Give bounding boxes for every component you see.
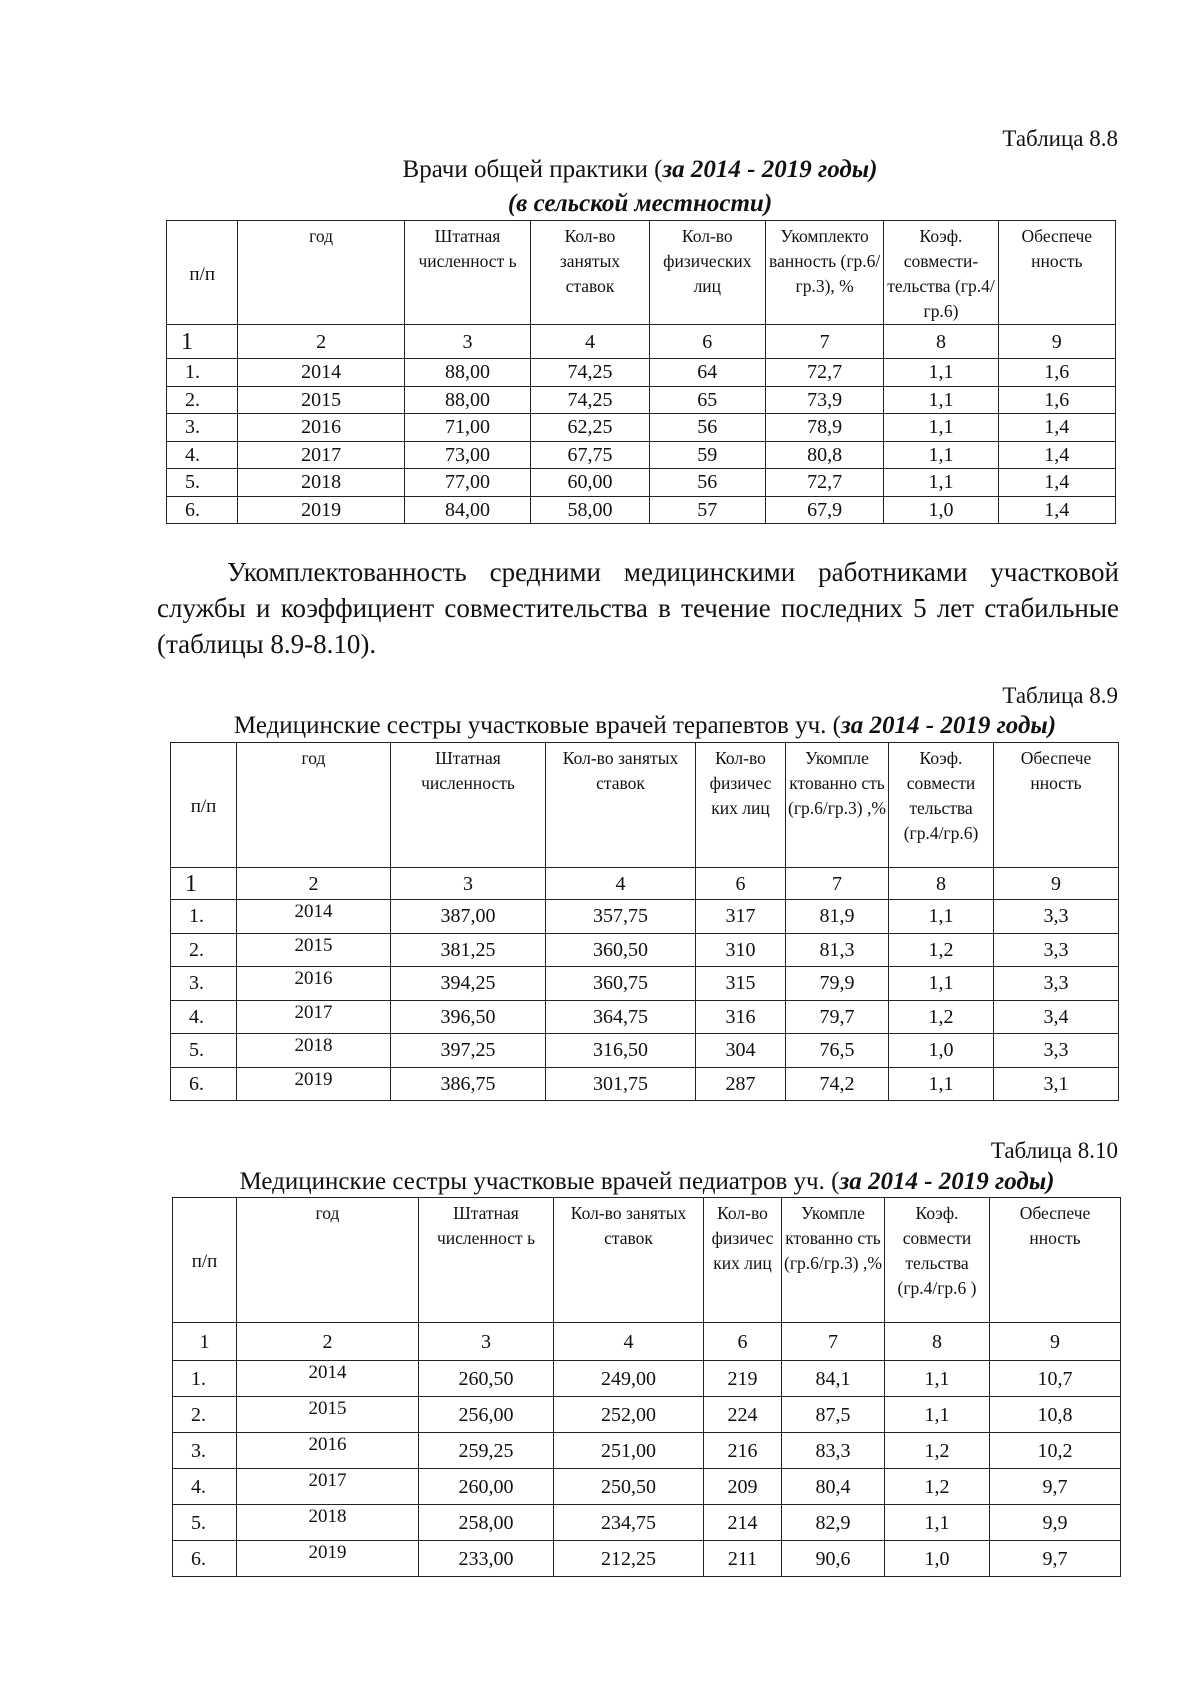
staffing-level-cell: 81,3	[786, 933, 889, 967]
staff-count-cell: 88,00	[404, 386, 531, 414]
header-row-number: п/п	[167, 221, 238, 325]
year-cell: 2014	[237, 1361, 419, 1397]
table-8-9	[170, 742, 1119, 1101]
row-number-cell: 2.	[171, 933, 237, 967]
column-index-cell: 3	[404, 325, 531, 359]
row-number-cell: 2.	[167, 386, 238, 414]
provision-cell: 3,3	[994, 1034, 1119, 1068]
table-row	[167, 359, 1116, 387]
occupied-rates-cell: 357,75	[546, 900, 696, 934]
staffing-level-cell: 84,1	[782, 1361, 885, 1397]
staff-count-cell: 259,25	[419, 1433, 554, 1469]
combination-coef-cell: 1,0	[885, 1541, 990, 1577]
column-index-cell: 8	[889, 868, 994, 900]
table-row	[167, 496, 1116, 524]
header-provision: Обеспече нность	[994, 743, 1119, 868]
staffing-level-cell: 79,7	[786, 1000, 889, 1034]
table-8-8-title-main: Врачи общей практики (	[402, 156, 663, 183]
physical-persons-cell: 64	[649, 359, 765, 387]
header-staff-count: Штатная численност ь	[419, 1198, 554, 1323]
column-index-cell: 4	[546, 868, 696, 900]
header-combination-coef: Коэф. совмести- тельства (гр.4/гр.6)	[884, 221, 998, 325]
header-staff-count: Штатная численность	[391, 743, 546, 868]
staff-count-cell: 260,50	[419, 1361, 554, 1397]
combination-coef-cell: 1,1	[884, 441, 998, 469]
table-row	[167, 469, 1116, 497]
year-cell: 2017	[237, 1000, 391, 1034]
row-number-cell: 1.	[171, 900, 237, 934]
occupied-rates-cell: 364,75	[546, 1000, 696, 1034]
staff-count-cell: 260,00	[419, 1469, 554, 1505]
combination-coef-cell: 1,0	[889, 1034, 994, 1068]
provision-cell: 1,6	[998, 386, 1115, 414]
column-index-cell: 2	[237, 1323, 419, 1361]
table-8-10	[172, 1197, 1121, 1577]
table-row	[173, 1397, 1121, 1433]
occupied-rates-cell: 316,50	[546, 1034, 696, 1068]
header-staffing-level: Укомпле ктованно сть (гр.6/гр.3) ,%	[782, 1198, 885, 1323]
provision-cell: 10,7	[990, 1361, 1121, 1397]
occupied-rates-cell: 249,00	[554, 1361, 704, 1397]
provision-cell: 1,4	[998, 469, 1115, 497]
combination-coef-cell: 1,0	[884, 496, 998, 524]
table-row	[171, 933, 1119, 967]
staff-count-cell: 381,25	[391, 933, 546, 967]
combination-coef-cell: 1,1	[884, 386, 998, 414]
provision-cell: 1,4	[998, 414, 1115, 442]
table-row	[167, 441, 1116, 469]
table-row	[173, 1469, 1121, 1505]
table-8-9-title-period: за 2014 - 2019 годы)	[841, 712, 1057, 739]
table-8-10-label: Таблица 8.10	[990, 1138, 1118, 1163]
combination-coef-cell: 1,1	[884, 359, 998, 387]
column-index-cell: 8	[884, 325, 998, 359]
physical-persons-cell: 56	[649, 469, 765, 497]
occupied-rates-cell: 234,75	[554, 1505, 704, 1541]
column-index-cell: 6	[704, 1323, 782, 1361]
occupied-rates-cell: 301,75	[546, 1067, 696, 1101]
staff-count-cell: 88,00	[404, 359, 531, 387]
year-cell: 2019	[237, 1067, 391, 1101]
provision-cell: 3,4	[994, 1000, 1119, 1034]
header-provision: Обеспече нность	[998, 221, 1115, 325]
table-row	[173, 1433, 1121, 1469]
column-index-cell: 4	[554, 1323, 704, 1361]
staffing-level-cell: 83,3	[782, 1433, 885, 1469]
row-number-cell: 4.	[171, 1000, 237, 1034]
staffing-level-cell: 79,9	[786, 967, 889, 1001]
body-paragraph: Укомплектованность средними медицинскими работниками участковой службы и коэффициент совместительства в течение последних 5 лет стабильные (таблицы 8.9-8.10).	[157, 557, 1119, 659]
table-row	[167, 414, 1116, 442]
physical-persons-cell: 65	[649, 386, 765, 414]
staffing-level-cell: 72,7	[765, 469, 883, 497]
combination-coef-cell: 1,1	[885, 1505, 990, 1541]
provision-cell: 9,7	[990, 1541, 1121, 1577]
header-year: год	[237, 743, 391, 868]
staff-count-cell: 387,00	[391, 900, 546, 934]
occupied-rates-cell: 60,00	[531, 469, 649, 497]
year-cell: 2016	[237, 967, 391, 1001]
header-staffing-level: Укомплекто ванность (гр.6/гр.3), %	[765, 221, 883, 325]
provision-cell: 9,7	[990, 1469, 1121, 1505]
provision-cell: 3,3	[994, 933, 1119, 967]
physical-persons-cell: 315	[696, 967, 786, 1001]
provision-cell: 1,4	[998, 441, 1115, 469]
combination-coef-cell: 1,2	[889, 933, 994, 967]
row-number-cell: 1.	[167, 359, 238, 387]
year-cell: 2015	[238, 386, 404, 414]
physical-persons-cell: 310	[696, 933, 786, 967]
row-number-cell: 6.	[173, 1541, 237, 1577]
staff-count-cell: 77,00	[404, 469, 531, 497]
header-occupied-rates: Кол-во занятых ставок	[554, 1198, 704, 1323]
staff-count-cell: 386,75	[391, 1067, 546, 1101]
header-year: год	[238, 221, 404, 325]
provision-cell: 3,3	[994, 900, 1119, 934]
table-8-10-title	[172, 1168, 1122, 1196]
occupied-rates-cell: 212,25	[554, 1541, 704, 1577]
column-index-cell: 1	[167, 325, 238, 359]
physical-persons-cell: 56	[649, 414, 765, 442]
year-cell: 2018	[238, 469, 404, 497]
staff-count-cell: 397,25	[391, 1034, 546, 1068]
occupied-rates-cell: 360,50	[546, 933, 696, 967]
column-index-cell: 4	[531, 325, 649, 359]
year-cell: 2019	[237, 1541, 419, 1577]
year-cell: 2017	[237, 1469, 419, 1505]
year-cell: 2014	[237, 900, 391, 934]
column-index-cell: 2	[238, 325, 404, 359]
staffing-level-cell: 82,9	[782, 1505, 885, 1541]
row-number-cell: 4.	[167, 441, 238, 469]
physical-persons-cell: 316	[696, 1000, 786, 1034]
provision-cell: 3,1	[994, 1067, 1119, 1101]
physical-persons-cell: 317	[696, 900, 786, 934]
table-row	[173, 1541, 1121, 1577]
staffing-level-cell: 74,2	[786, 1067, 889, 1101]
column-index-cell: 7	[786, 868, 889, 900]
header-combination-coef: Коэф. совмести тельства (гр.4/гр.6)	[889, 743, 994, 868]
header-occupied-rates: Кол-во занятых ставок	[531, 221, 649, 325]
year-cell: 2018	[237, 1505, 419, 1541]
column-index-cell: 7	[765, 325, 883, 359]
occupied-rates-cell: 74,25	[531, 386, 649, 414]
staff-count-cell: 73,00	[404, 441, 531, 469]
staffing-level-cell: 90,6	[782, 1541, 885, 1577]
header-provision: Обеспече нность	[990, 1198, 1121, 1323]
column-index-row	[173, 1323, 1121, 1361]
table-8-8-subtitle	[165, 190, 1115, 218]
table-8-10-title-period: за 2014 - 2019 годы)	[839, 1168, 1055, 1195]
staffing-level-cell: 80,4	[782, 1469, 885, 1505]
occupied-rates-cell: 74,25	[531, 359, 649, 387]
table-row	[171, 1000, 1119, 1034]
row-number-cell: 6.	[171, 1067, 237, 1101]
staff-count-cell: 394,25	[391, 967, 546, 1001]
physical-persons-cell: 209	[704, 1469, 782, 1505]
physical-persons-cell: 287	[696, 1067, 786, 1101]
physical-persons-cell: 211	[704, 1541, 782, 1577]
provision-cell: 10,8	[990, 1397, 1121, 1433]
table-row	[173, 1361, 1121, 1397]
column-index-cell: 9	[994, 868, 1119, 900]
physical-persons-cell: 216	[704, 1433, 782, 1469]
occupied-rates-cell: 58,00	[531, 496, 649, 524]
column-index-cell: 9	[998, 325, 1115, 359]
column-index-row	[167, 325, 1116, 359]
header-combination-coef: Коэф. совмести тельства (гр.4/гр.6 )	[885, 1198, 990, 1323]
physical-persons-cell: 304	[696, 1034, 786, 1068]
provision-cell: 3,3	[994, 967, 1119, 1001]
header-row-number: п/п	[171, 743, 237, 868]
staffing-level-cell: 76,5	[786, 1034, 889, 1068]
row-number-cell: 5.	[171, 1034, 237, 1068]
row-number-cell: 3.	[171, 967, 237, 1001]
table-8-10-title-main: Медицинские сестры участковые врачей педиатров уч. (	[239, 1168, 840, 1195]
staffing-level-cell: 73,9	[765, 386, 883, 414]
header-row-number: п/п	[173, 1198, 237, 1323]
column-index-cell: 2	[237, 868, 391, 900]
table-8-8-title-period: за 2014 - 2019 годы)	[662, 156, 878, 183]
year-cell: 2015	[237, 933, 391, 967]
staff-count-cell: 71,00	[404, 414, 531, 442]
header-staff-count: Штатная численност ь	[404, 221, 531, 325]
column-index-cell: 6	[696, 868, 786, 900]
physical-persons-cell: 224	[704, 1397, 782, 1433]
table-8-9-label: Таблица 8.9	[1002, 683, 1118, 708]
occupied-rates-cell: 251,00	[554, 1433, 704, 1469]
table-row	[173, 1505, 1121, 1541]
occupied-rates-cell: 250,50	[554, 1469, 704, 1505]
row-number-cell: 5.	[167, 469, 238, 497]
occupied-rates-cell: 67,75	[531, 441, 649, 469]
staffing-level-cell: 87,5	[782, 1397, 885, 1433]
row-number-cell: 2.	[173, 1397, 237, 1433]
staffing-level-cell: 81,9	[786, 900, 889, 934]
row-number-cell: 6.	[167, 496, 238, 524]
combination-coef-cell: 1,1	[889, 1067, 994, 1101]
table-8-9-title-main: Медицинские сестры участковые врачей терапевтов уч. (	[233, 712, 841, 739]
combination-coef-cell: 1,2	[885, 1433, 990, 1469]
column-index-cell: 7	[782, 1323, 885, 1361]
staff-count-cell: 233,00	[419, 1541, 554, 1577]
year-cell: 2015	[237, 1397, 419, 1433]
year-cell: 2018	[237, 1034, 391, 1068]
provision-cell: 10,2	[990, 1433, 1121, 1469]
combination-coef-cell: 1,2	[885, 1469, 990, 1505]
header-physical-persons: Кол-во физических лиц	[649, 221, 765, 325]
combination-coef-cell: 1,1	[889, 900, 994, 934]
occupied-rates-cell: 62,25	[531, 414, 649, 442]
table-8-9-title	[170, 712, 1120, 740]
column-index-cell: 8	[885, 1323, 990, 1361]
physical-persons-cell: 219	[704, 1361, 782, 1397]
column-index-row	[171, 868, 1119, 900]
year-cell: 2016	[237, 1433, 419, 1469]
row-number-cell: 5.	[173, 1505, 237, 1541]
physical-persons-cell: 59	[649, 441, 765, 469]
provision-cell: 9,9	[990, 1505, 1121, 1541]
table-8-8-subtitle-text: (в сельской местности)	[507, 190, 773, 217]
staff-count-cell: 258,00	[419, 1505, 554, 1541]
year-cell: 2019	[238, 496, 404, 524]
column-index-cell: 1	[171, 868, 237, 900]
row-number-cell: 3.	[167, 414, 238, 442]
staff-count-cell: 256,00	[419, 1397, 554, 1433]
year-cell: 2016	[238, 414, 404, 442]
combination-coef-cell: 1,1	[885, 1397, 990, 1433]
column-index-cell: 3	[419, 1323, 554, 1361]
provision-cell: 1,4	[998, 496, 1115, 524]
column-index-cell: 1	[173, 1323, 237, 1361]
occupied-rates-cell: 360,75	[546, 967, 696, 1001]
header-year: год	[237, 1198, 419, 1323]
year-cell: 2014	[238, 359, 404, 387]
table-row	[171, 900, 1119, 934]
table-8-8-label: Таблица 8.8	[1002, 126, 1118, 151]
table-row	[171, 967, 1119, 1001]
staffing-level-cell: 78,9	[765, 414, 883, 442]
combination-coef-cell: 1,2	[889, 1000, 994, 1034]
physical-persons-cell: 214	[704, 1505, 782, 1541]
occupied-rates-cell: 252,00	[554, 1397, 704, 1433]
physical-persons-cell: 57	[649, 496, 765, 524]
table-row	[171, 1034, 1119, 1068]
year-cell: 2017	[238, 441, 404, 469]
combination-coef-cell: 1,1	[889, 967, 994, 1001]
row-number-cell: 1.	[173, 1361, 237, 1397]
staffing-level-cell: 80,8	[765, 441, 883, 469]
provision-cell: 1,6	[998, 359, 1115, 387]
row-number-cell: 4.	[173, 1469, 237, 1505]
column-index-cell: 9	[990, 1323, 1121, 1361]
combination-coef-cell: 1,1	[884, 414, 998, 442]
staffing-level-cell: 67,9	[765, 496, 883, 524]
header-physical-persons: Кол-во физичес ких лиц	[696, 743, 786, 868]
combination-coef-cell: 1,1	[884, 469, 998, 497]
table-8-8-title	[165, 156, 1115, 184]
header-staffing-level: Укомпле ктованно сть (гр.6/гр.3) ,%	[786, 743, 889, 868]
column-index-cell: 6	[649, 325, 765, 359]
staff-count-cell: 396,50	[391, 1000, 546, 1034]
header-physical-persons: Кол-во физичес ких лиц	[704, 1198, 782, 1323]
header-occupied-rates: Кол-во занятых ставок	[546, 743, 696, 868]
row-number-cell: 3.	[173, 1433, 237, 1469]
table-8-8	[166, 220, 1116, 524]
staff-count-cell: 84,00	[404, 496, 531, 524]
table-row	[171, 1067, 1119, 1101]
combination-coef-cell: 1,1	[885, 1361, 990, 1397]
staffing-level-cell: 72,7	[765, 359, 883, 387]
table-row	[167, 386, 1116, 414]
column-index-cell: 3	[391, 868, 546, 900]
